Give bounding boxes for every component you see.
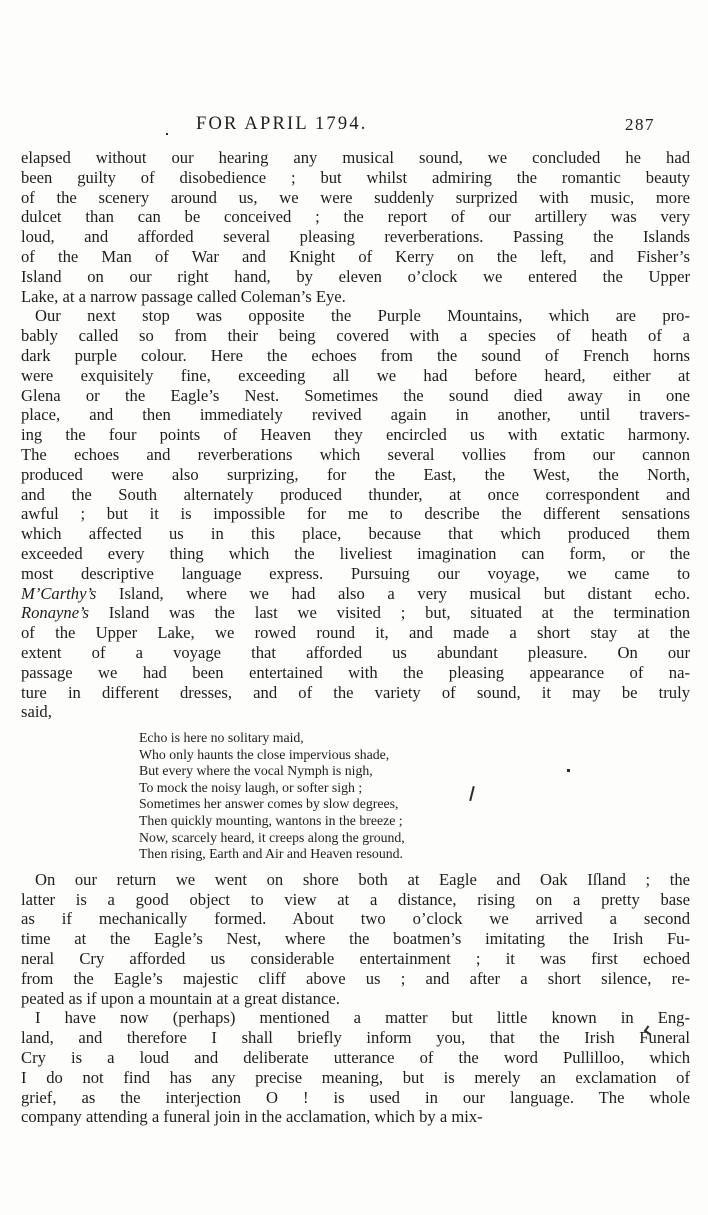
text-line: place, and then immediately revived again in another, until travers-: [21, 405, 690, 425]
verse-line: Sometimes her answer comes by slow degrees,: [139, 796, 399, 812]
text-line: M’Carthy’s Island, where we had also a very musical but distant echo.: [21, 583, 690, 603]
verse-line: But every where the vocal Nymph is nigh,: [139, 763, 373, 779]
text-line: Island on our right hand, by eleven o’clock we entered the Upper: [21, 266, 690, 286]
running-title: FOR APRIL 1794.: [196, 114, 368, 134]
text-line: dark purple colour. Here the echoes from the sound of French horns: [21, 345, 690, 365]
text-line: as if mechanically formed. About two o’clock we arrived a second: [21, 909, 690, 929]
text-line: passage we had been entertained with the pleasing appearance of na-: [21, 662, 690, 682]
text-line: Lake, at a narrow passage called Coleman’s Eye.: [21, 286, 346, 306]
verse-line: Then quickly mounting, wantons in the breeze ;: [139, 813, 403, 829]
text-line: The echoes and reverberations which several vollies from our cannon: [21, 444, 690, 464]
text-line: latter is a good object to view at a distance, rising on a pretty base: [21, 889, 690, 909]
text-line: grief, as the interjection O ! is used in our language. The whole: [21, 1087, 690, 1107]
text-line: dulcet than can be conceived ; the report of our artillery was very: [21, 207, 690, 227]
text-line: extent of a voyage that afforded us abundant pleasure. On our: [21, 642, 690, 662]
text-line: been guilty of disobedience ; but whilst admiring the romantic beauty: [21, 167, 690, 187]
text-line: peated as if upon a mountain at a great distance.: [21, 988, 340, 1008]
text-line: most descriptive language express. Pursuing our voyage, we came to: [21, 563, 690, 583]
page-header: [0, 114, 708, 140]
verse-line: To mock the noisy laugh, or softer sigh ;: [139, 779, 363, 795]
text-line: elapsed without our hearing any musical sound, we concluded he had: [21, 148, 690, 167]
text-line: Our next stop was opposite the Purple Mountains, which are pro-: [35, 306, 690, 326]
text-line: from the Eagle’s majestic cliff above us ; and after a short silence, re-: [21, 968, 690, 988]
verse-line: Now, scarcely heard, it creeps along the ground,: [139, 829, 405, 845]
text-line: land, and therefore I shall briefly inform you, that the Irish Funeral: [21, 1028, 690, 1048]
text-line: ing the four points of Heaven they encircled us with extatic harmony.: [21, 425, 690, 445]
text-line: On our return we went on shore both at Eagle and Oak Iſland ; the: [35, 869, 690, 889]
verse-block: [139, 730, 690, 863]
text-line: time at the Eagle’s Nest, where the boatmen’s imitating the Irish Fu-: [21, 929, 690, 949]
text-line: awful ; but it is impossible for me to describe the different sensations: [21, 504, 690, 524]
text-line: exceeded every thing which the liveliest imagination can form, or the: [21, 543, 690, 563]
text-line: Cry is a loud and deliberate utterance of the word Pullilloo, which: [21, 1048, 690, 1068]
verse-line: Who only haunts the close impervious shade,: [139, 746, 390, 762]
text-line: and the South alternately produced thunder, at once correspondent and: [21, 484, 690, 504]
text-line: of the Upper Lake, we rowed round it, and made a short stay at the: [21, 623, 690, 643]
paragraph: [21, 148, 690, 306]
text-line: said,: [21, 702, 52, 722]
text-line: produced were also surprizing, for the East, the West, the North,: [21, 464, 690, 484]
scan-speck: [166, 133, 168, 135]
text-line: Ronayne’s Island was the last we visited ; but, situated at the termination: [21, 603, 690, 623]
text-line: neral Cry afforded us considerable entertainment ; it was first echoed: [21, 949, 690, 969]
page-number: 287: [625, 115, 655, 134]
text-line: loud, and afforded several pleasing reverberations. Passing the Islands: [21, 227, 690, 247]
paragraph: [21, 306, 690, 722]
text-line: which affected us in this place, because that which produced them: [21, 524, 690, 544]
text-line: were exquisitely fine, exceeding all we had before heard, either at: [21, 365, 690, 385]
paragraph: [21, 870, 690, 1009]
text-line: company attending a funeral join in the acclamation, which by a mix-: [21, 1107, 483, 1127]
text-line: I have now (perhaps) mentioned a matter but little known in Eng-: [35, 1008, 690, 1028]
text-line: of the scenery around us, we were suddenly surprized with music, more: [21, 187, 690, 207]
verse-line: Echo is here no solitary maid,: [139, 730, 304, 746]
text-line: of the Man of War and Knight of Kerry on the left, and Fisher’s: [21, 246, 690, 266]
page-body: [21, 148, 690, 1127]
verse-line: Then rising, Earth and Air and Heaven resound.: [139, 846, 403, 862]
text-line: bably called so from their being covered with a species of heath of a: [21, 326, 690, 346]
text-line: I do not find has any precise meaning, but is merely an exclamation of: [21, 1067, 690, 1087]
text-line: Glena or the Eagle’s Nest. Sometimes the sound died away in one: [21, 385, 690, 405]
paragraph: [21, 1008, 690, 1127]
scan-speck: [567, 769, 570, 772]
text-line: ture in different dresses, and of the variety of sound, it may be truly: [21, 682, 690, 702]
